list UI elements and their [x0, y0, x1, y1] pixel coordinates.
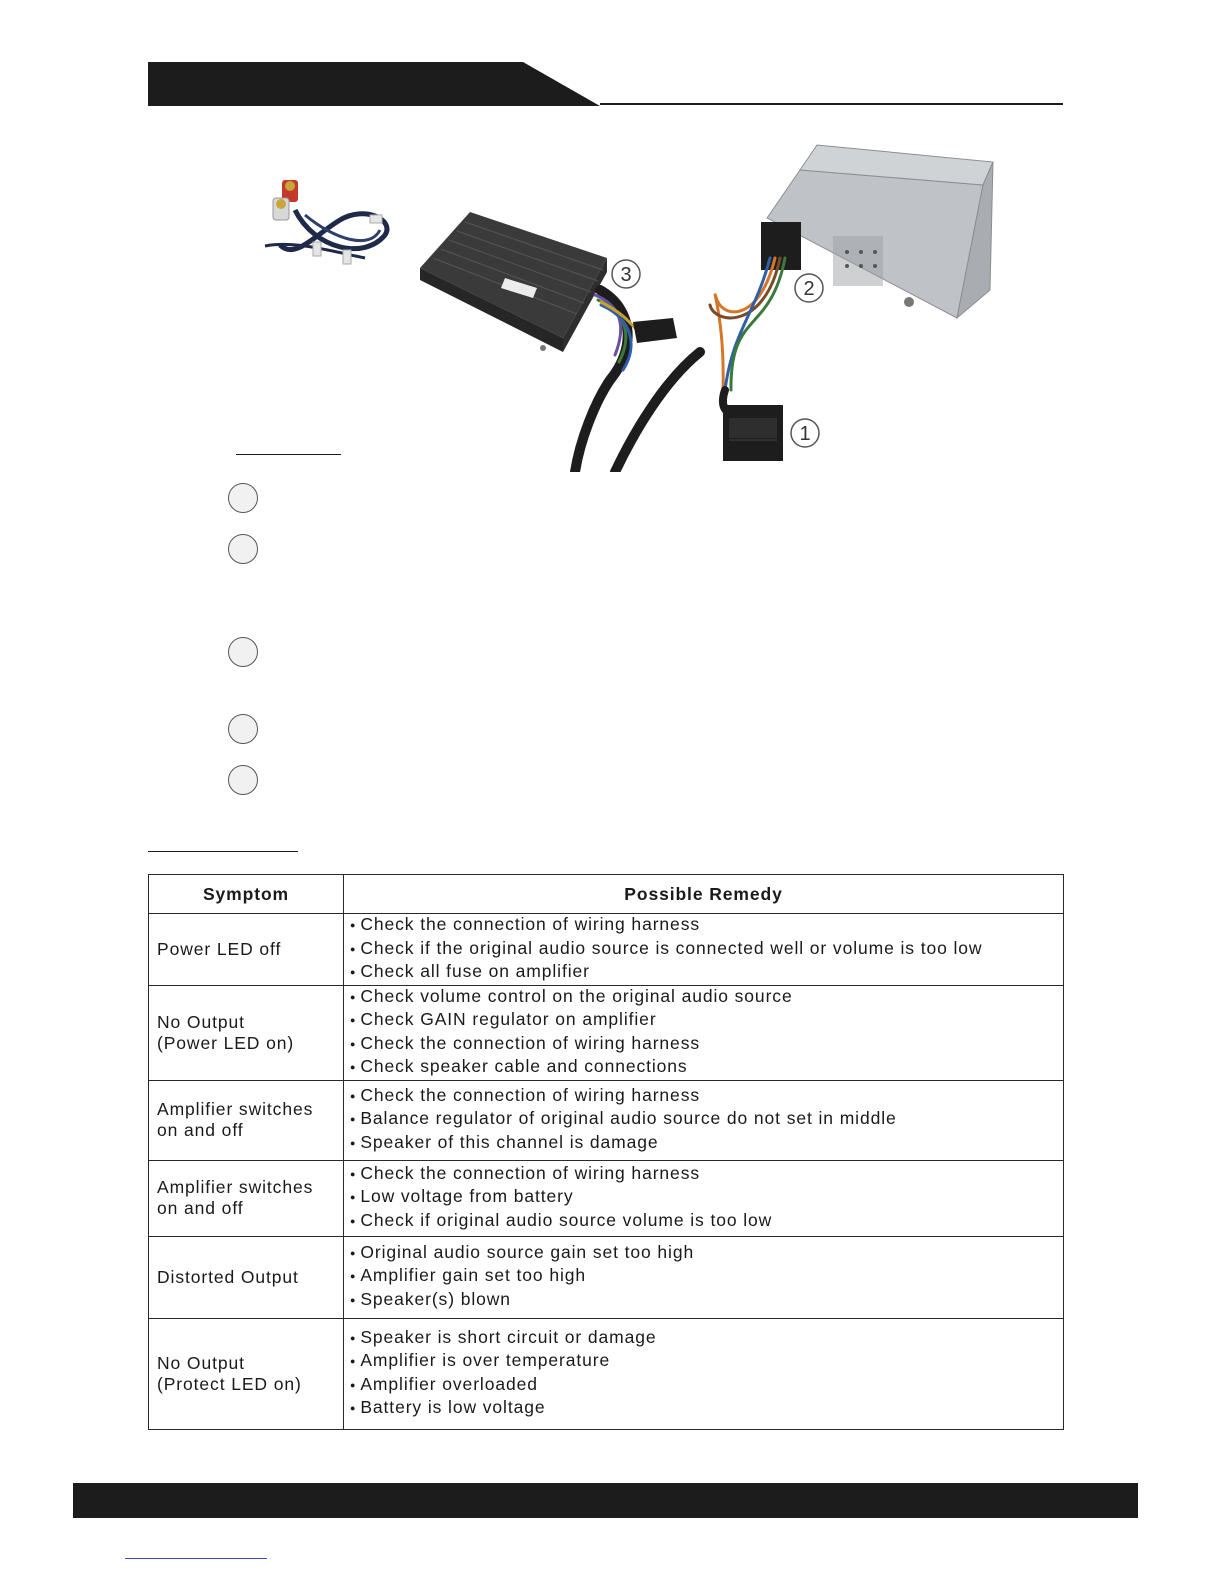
step-2-circle	[228, 534, 258, 564]
remedy-item: ● Check the connection of wiring harness	[350, 1163, 1063, 1187]
remedy-cell	[344, 914, 1064, 986]
remedy-item: ● Check if the original audio source is connected well or volume is too low	[350, 938, 1063, 962]
table-row	[149, 1080, 1064, 1160]
remedy-item: ● Original audio source gain set too high	[350, 1242, 1063, 1266]
symptom-cell: No Output (Protect LED on)	[149, 1318, 344, 1429]
symptom-cell: Amplifier switches on and off	[149, 1160, 344, 1236]
table-row	[149, 914, 1064, 986]
remedy-header: Possible Remedy	[344, 875, 1064, 914]
remedy-item: ● Check all fuse on amplifier	[350, 961, 1063, 985]
svg-text:3: 3	[620, 264, 632, 286]
troubleshooting-table	[148, 874, 1064, 1430]
remedy-item: ● Amplifier overloaded	[350, 1374, 1063, 1398]
remedy-cell	[344, 1080, 1064, 1160]
remedy-item: ● Amplifier is over temperature	[350, 1350, 1063, 1374]
table-header-row	[149, 875, 1064, 914]
remedy-item: ● Check the connection of wiring harness	[350, 1033, 1063, 1057]
table-row	[149, 1160, 1064, 1236]
remedy-item: ● Low voltage from battery	[350, 1186, 1063, 1210]
step-3-circle	[228, 637, 258, 667]
symptom-header: Symptom	[149, 875, 344, 914]
remedy-item: ● Check GAIN regulator on amplifier	[350, 1009, 1063, 1033]
remedy-item: ● Battery is low voltage	[350, 1397, 1063, 1421]
harness-connector-image	[633, 318, 677, 343]
callout-1	[791, 419, 819, 447]
symptom-cell: Distorted Output	[149, 1236, 344, 1318]
remedy-item: ● Check the connection of wiring harness	[350, 914, 1063, 938]
callout-3	[612, 260, 640, 288]
table-row	[149, 1236, 1064, 1318]
remedy-item: ● Speaker is short circuit or damage	[350, 1327, 1063, 1351]
product-diagram	[255, 140, 1015, 472]
remedy-item: ● Check the connection of wiring harness	[350, 1085, 1063, 1109]
header-tab	[148, 62, 608, 106]
footer-link-underline[interactable]	[125, 1558, 267, 1559]
remedy-item: ● Amplifier gain set too high	[350, 1265, 1063, 1289]
symptom-cell: Amplifier switches on and off	[149, 1080, 344, 1160]
svg-text:2: 2	[803, 278, 815, 300]
step-1-circle	[228, 483, 258, 513]
remedy-cell	[344, 1236, 1064, 1318]
amplifier-image	[420, 212, 607, 352]
table-row	[149, 985, 1064, 1080]
remedy-cell	[344, 985, 1064, 1080]
iso-connector-image	[723, 405, 783, 461]
rca-cable-image	[265, 180, 387, 264]
step-5-circle	[228, 765, 258, 795]
svg-text:1: 1	[799, 423, 811, 445]
parts-heading-underline	[236, 454, 341, 455]
header-rule	[600, 103, 1063, 105]
symptom-cell: No Output (Power LED on)	[149, 985, 344, 1080]
step-4-circle	[228, 714, 258, 744]
remedy-item: ● Speaker of this channel is damage	[350, 1132, 1063, 1156]
remedy-item: ● Check volume control on the original audio source	[350, 986, 1063, 1010]
footer-bar	[73, 1483, 1138, 1518]
remedy-item: ● Balance regulator of original audio source do not set in middle	[350, 1108, 1063, 1132]
remedy-item: ● Check speaker cable and connections	[350, 1056, 1063, 1080]
troubleshooting-heading-underline	[148, 851, 298, 852]
remedy-cell	[344, 1318, 1064, 1429]
table-row	[149, 1318, 1064, 1429]
callout-2	[795, 274, 823, 302]
remedy-item: ● Speaker(s) blown	[350, 1289, 1063, 1313]
symptom-cell: Power LED off	[149, 914, 344, 986]
remedy-cell	[344, 1160, 1064, 1236]
remedy-item: ● Check if original audio source volume is too low	[350, 1210, 1063, 1234]
